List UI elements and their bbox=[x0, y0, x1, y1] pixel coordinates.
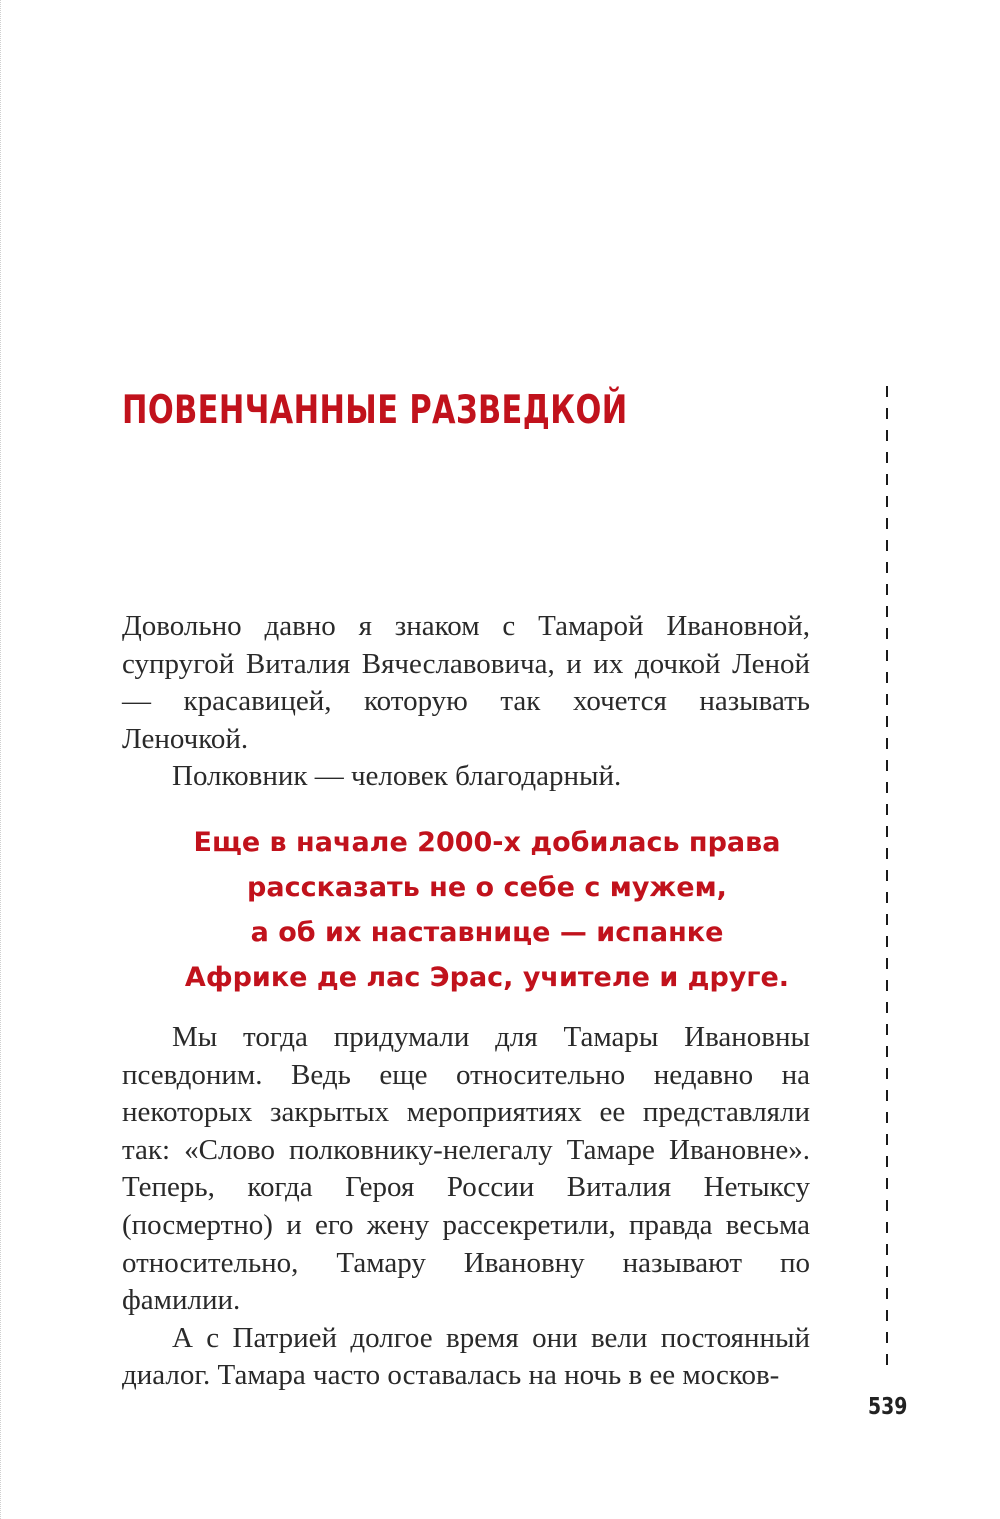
page-number: 539 bbox=[868, 1394, 908, 1420]
chapter-title: ПОВЕНЧАННЫЕ РАЗВЕДКОЙ bbox=[122, 388, 628, 433]
body-section-main bbox=[122, 1019, 810, 1395]
pull-quote bbox=[122, 820, 852, 1000]
pull-quote-line: а об их наставнице — испанке bbox=[250, 917, 724, 948]
paragraph: А с Патрией долгое время они вели постоянный диалог. Тамара часто оставалась на ночь в ее москов- bbox=[122, 1321, 810, 1392]
body-section-intro bbox=[122, 608, 810, 796]
paragraph: Мы тогда придумали для Тамары Ивановны псевдоним. Ведь еще относительно недавно на некоторых закрытых мероприятиях ее представляли так: «Слово полковнику-нелегалу Тамаре Ивановне». Теперь, когда Героя России Виталия Нетыксу (посмертно) и его жену рассекретили, правда весьма относительно, Тамару Ивановну называют по фамилии. bbox=[122, 1021, 810, 1317]
paragraph: Довольно давно я знаком с Тамарой Ивановной, супругой Виталия Вячеславовича, и их дочкой Леной — красавицей, которую так хочется называть Леночкой. bbox=[122, 610, 810, 755]
page-edge bbox=[0, 0, 5, 1519]
pull-quote-line: Африке де лас Эрас, учителе и друге. bbox=[184, 962, 790, 993]
paragraph: Полковник — человек благодарный. bbox=[172, 760, 622, 793]
margin-dashed-rule bbox=[886, 386, 888, 1376]
pull-quote-line: рассказать не о себе с мужем, bbox=[247, 872, 727, 903]
pull-quote-line: Еще в начале 2000-х добилась права bbox=[193, 827, 781, 858]
